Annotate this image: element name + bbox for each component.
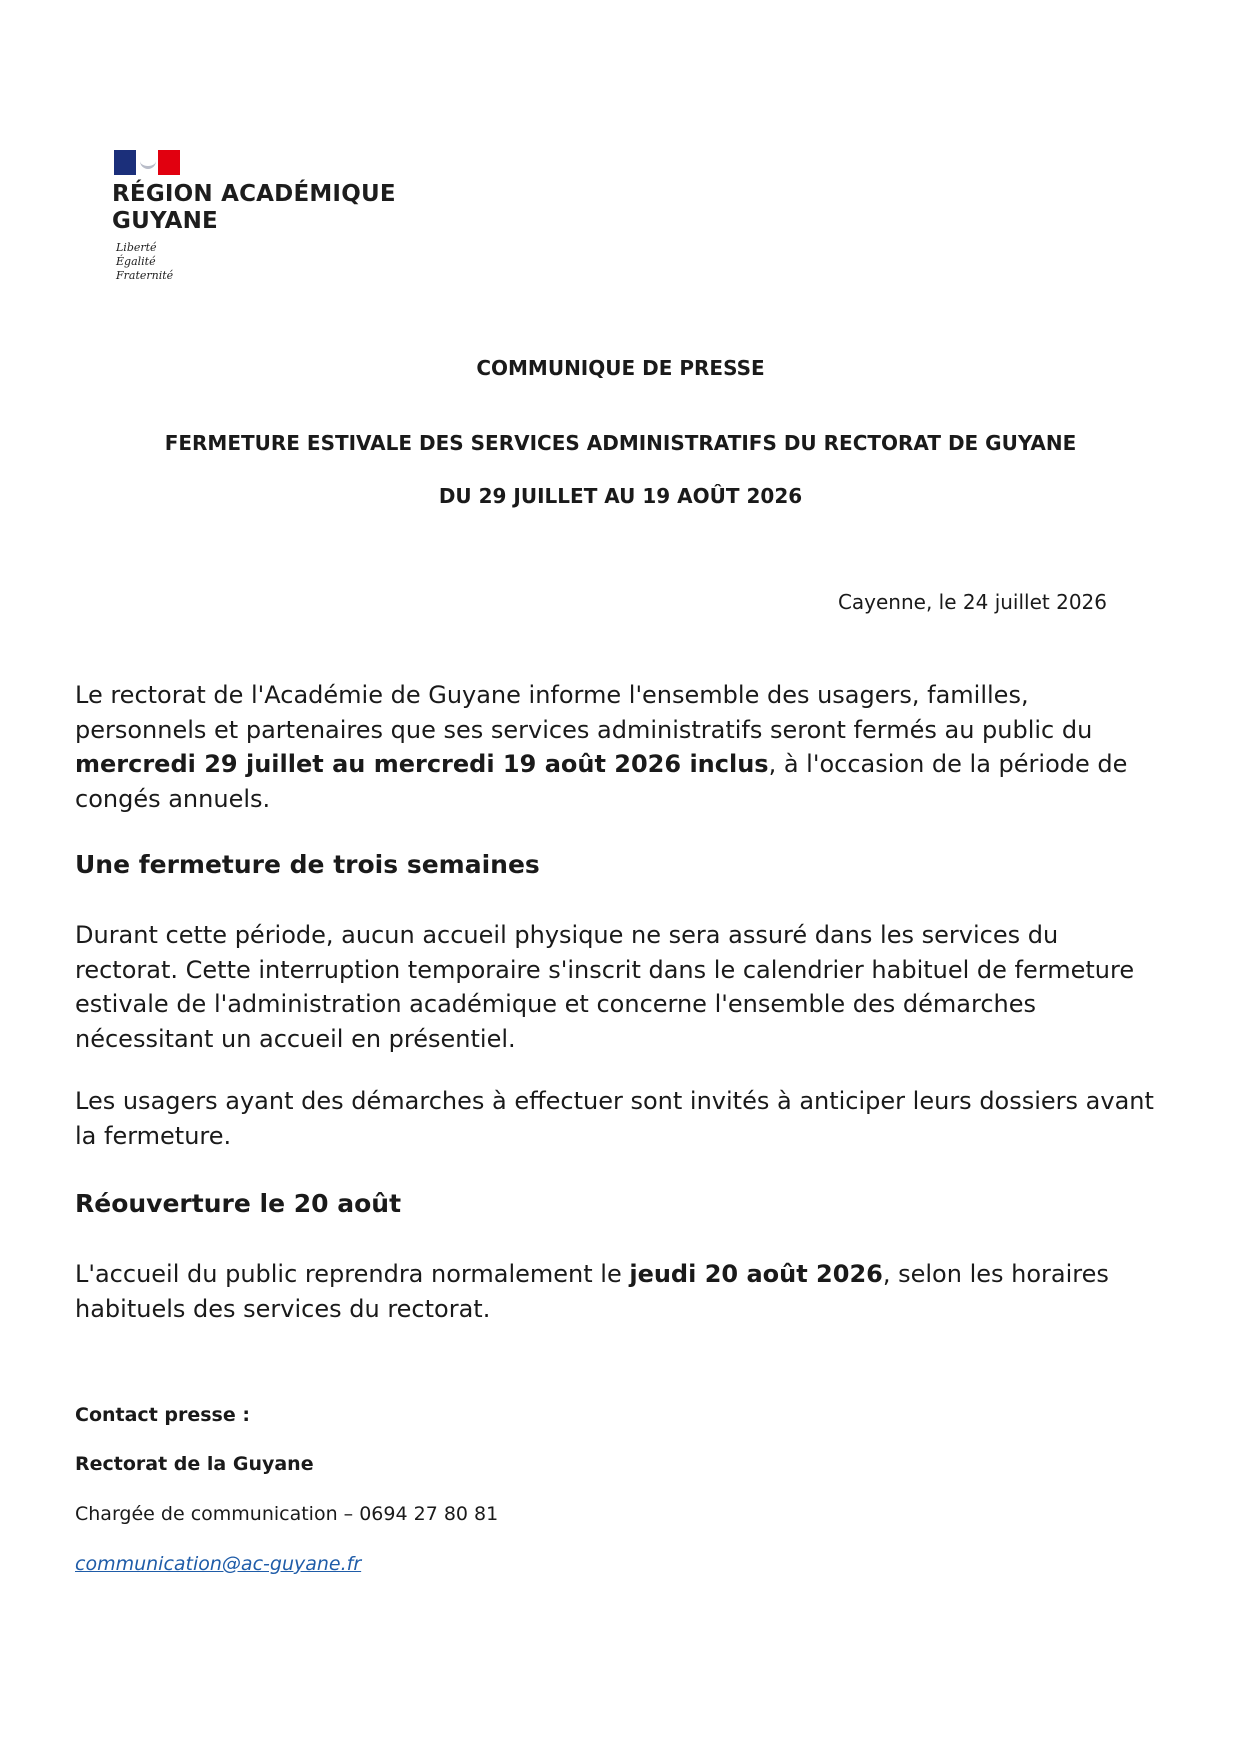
marianne-flag-icon <box>114 150 180 175</box>
reopen-bold-date: jeudi 20 août 2026 <box>629 1260 883 1288</box>
dateline: Cayenne, le 24 juillet 2026 <box>837 590 1107 614</box>
logo-title <box>112 181 412 235</box>
closure-dates: DU 29 JUILLET AU 19 AOÛT 2026 <box>438 484 803 508</box>
logo-title-line1: RÉGION ACADÉMIQUE <box>112 181 396 207</box>
contact-role-phone: Chargée de communication – 0694 27 80 81 <box>75 1503 499 1525</box>
page-title: FERMETURE ESTIVALE DES SERVICES ADMINISTRATIFS DU RECTORAT DE GUYANE <box>164 431 1077 455</box>
motto-egalite: Égalité <box>116 255 156 268</box>
section2-heading: Réouverture le 20 août <box>75 1189 402 1218</box>
logo-motto <box>116 241 412 283</box>
region-academique-logo <box>112 150 412 283</box>
intro-bold-dates: mercredi 29 juillet au mercredi 19 août 2026 inclus <box>75 750 769 778</box>
contact-email-link[interactable]: communication@ac-guyane.fr <box>75 1553 362 1575</box>
intro-text-end: , à l'occasion de la période de congés annuels. <box>75 750 1128 813</box>
reopen-text-start: L'accueil du public reprendra normalement le <box>75 1260 630 1288</box>
section1-heading: Une fermeture de trois semaines <box>75 850 540 879</box>
contact-label: Contact presse : <box>75 1404 250 1426</box>
section1-paragraph2: Les usagers ayant des démarches à effectuer sont invités à anticiper leurs dossiers avant la fermeture. <box>75 1087 1154 1150</box>
contact-org: Rectorat de la Guyane <box>75 1453 314 1475</box>
section2-paragraph <box>75 1257 1165 1326</box>
logo-title-line2: GUYANE <box>112 208 218 234</box>
motto-fraternite: Fraternité <box>116 269 174 282</box>
press-kicker: COMMUNIQUE DE PRESSE <box>476 356 765 380</box>
intro-paragraph <box>75 678 1165 816</box>
reopen-text-end: , selon les horaires habituels des services du rectorat. <box>75 1260 1109 1323</box>
section1-paragraph1: Durant cette période, aucun accueil physique ne sera assuré dans les services du rectorat. Cette interruption temporaire s'inscrit dans le calendrier habituel de fermeture estivale de l'administration académique et concerne l'ensemble des démarches nécessitant un accueil en présentiel. <box>75 921 1135 1053</box>
motto-liberte: Liberté <box>116 241 157 254</box>
intro-text-start: Le rectorat de l'Académie de Guyane informe l'ensemble des usagers, familles, personnels et partenaires que ses services administratifs seront fermés au public du <box>75 681 1093 744</box>
